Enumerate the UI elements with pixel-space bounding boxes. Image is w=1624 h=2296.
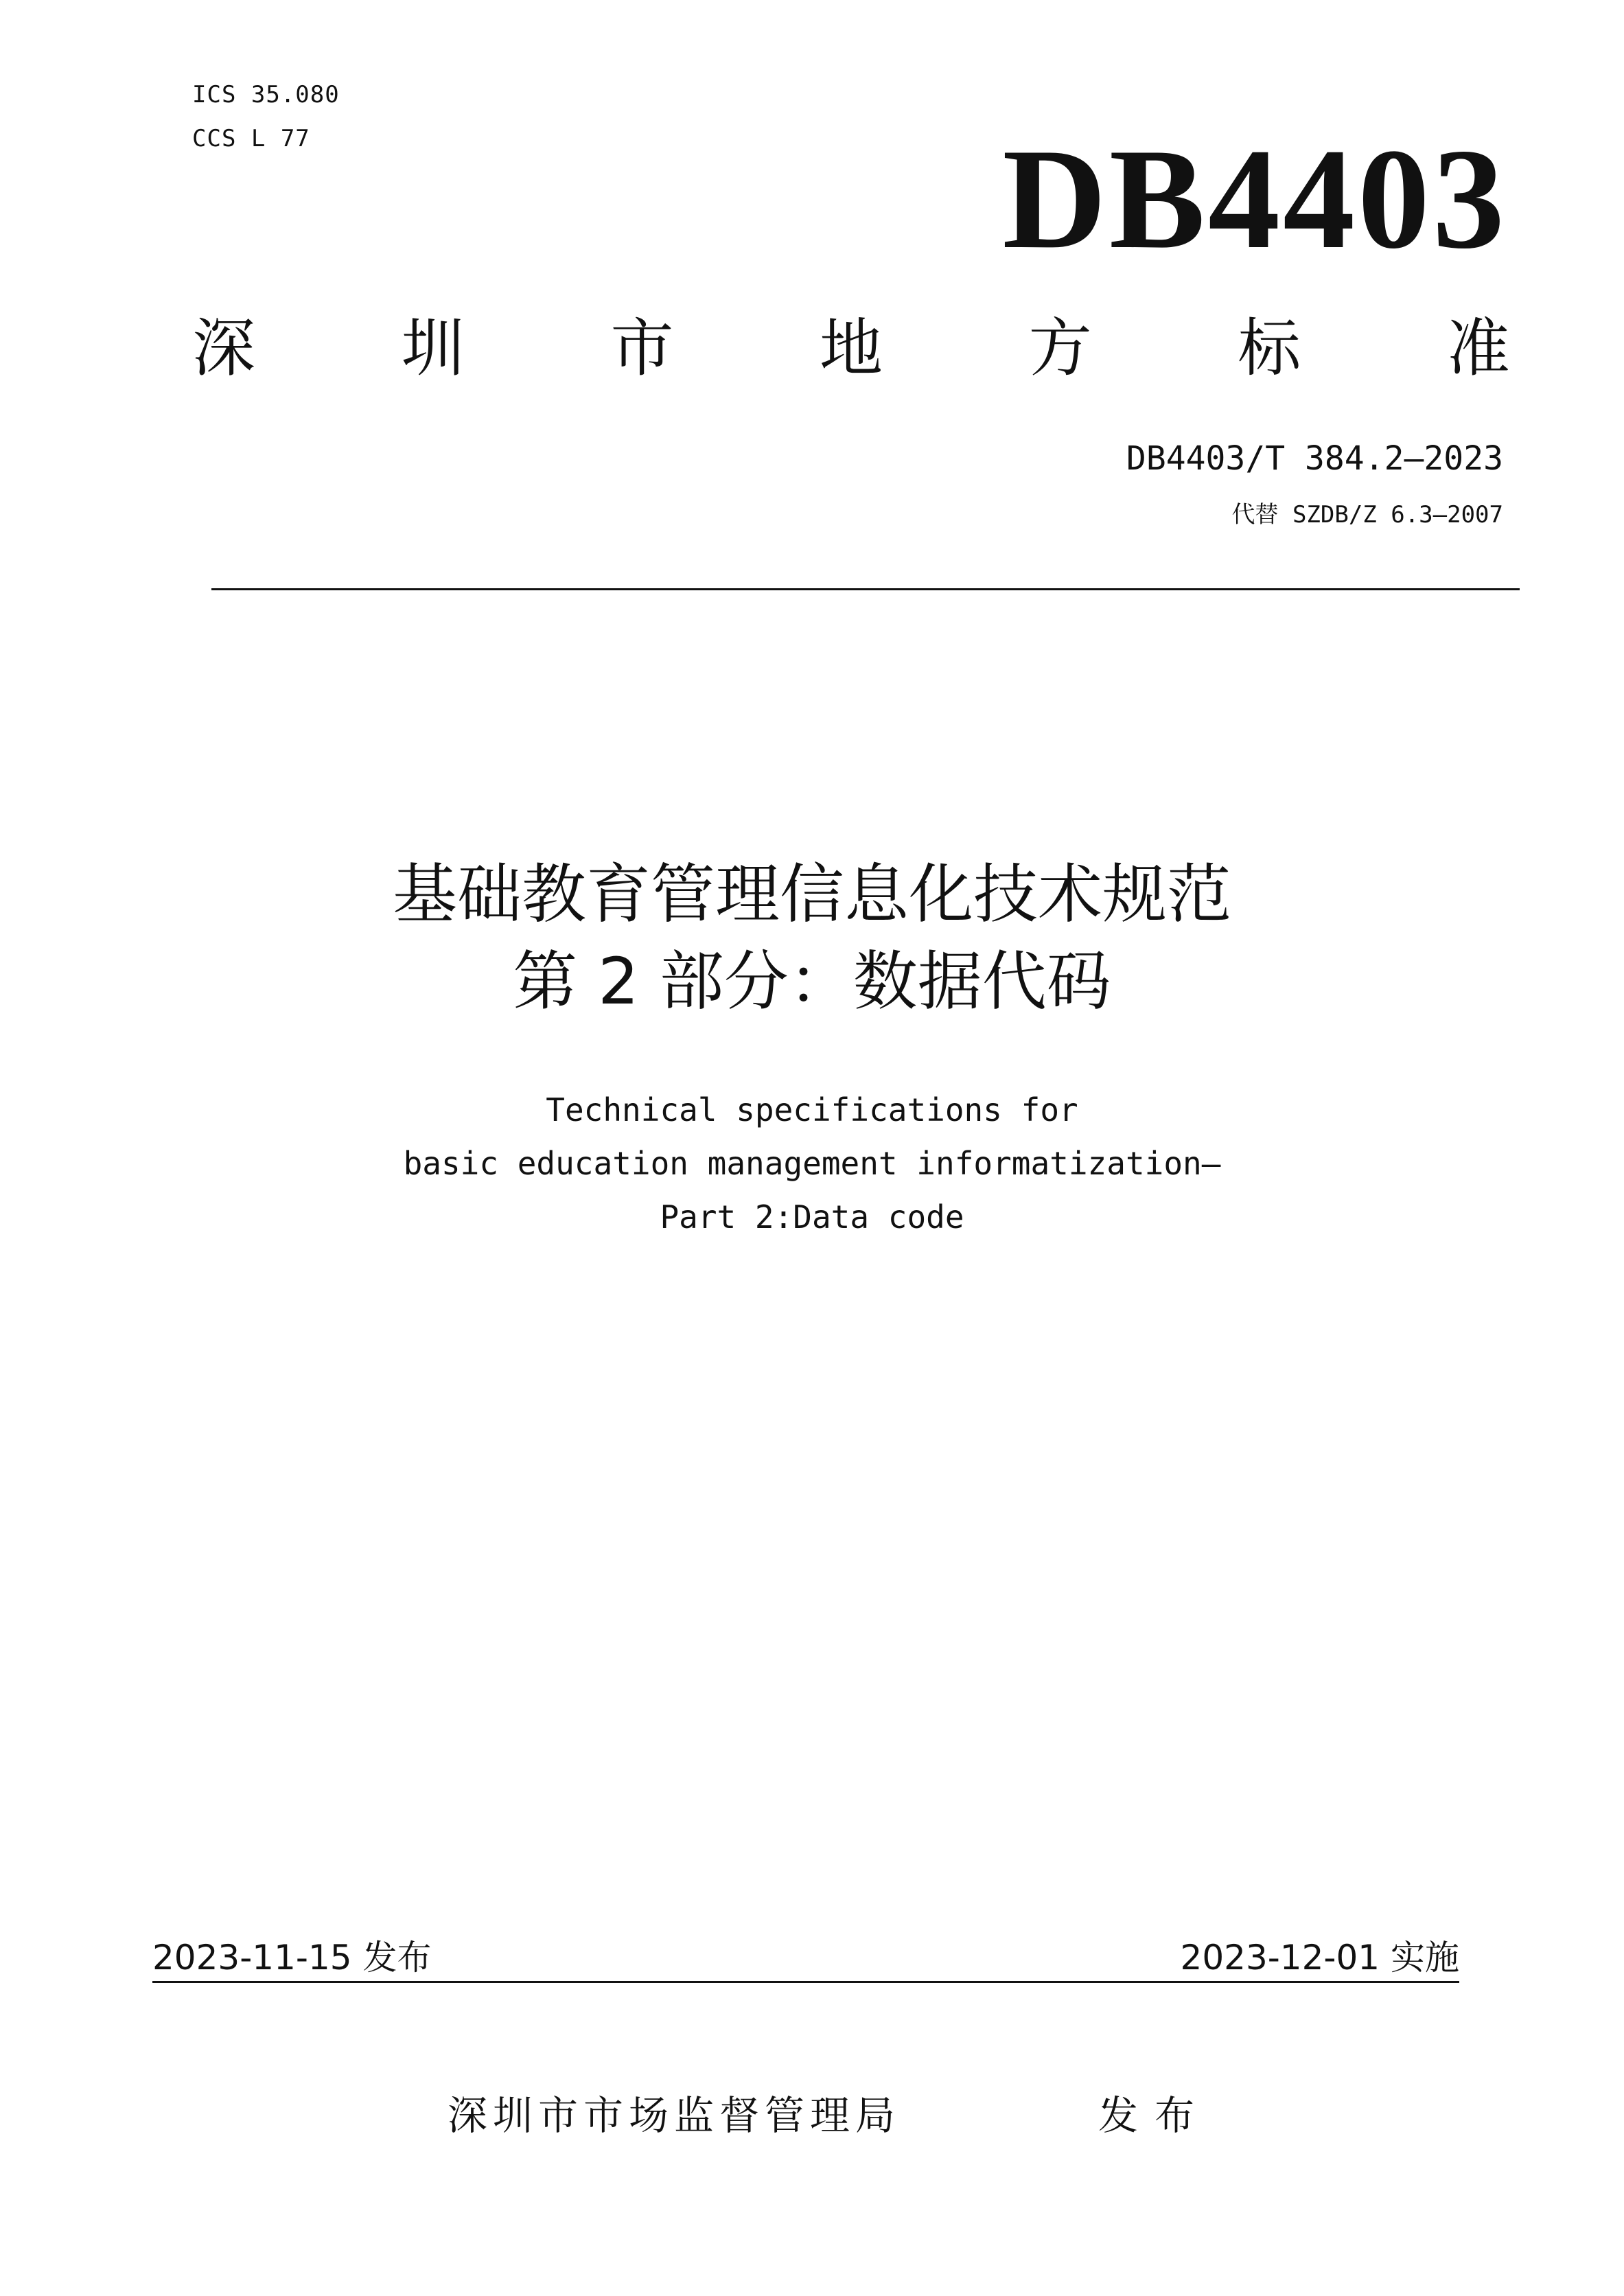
standard-type-char: 准 (1446, 312, 1510, 385)
standard-number: DB4403/T 384.2—2023 (1126, 439, 1503, 478)
implementation-date: 2023-12-01 实施 (1180, 1938, 1459, 1978)
title-english-line3: Part 2:Data code (660, 1198, 964, 1236)
header-divider (211, 588, 1520, 590)
standard-type-heading (192, 312, 1510, 385)
publish-date: 2023-11-15 发布 (152, 1938, 432, 1978)
standard-type-char: 深 (192, 312, 256, 385)
ccs-code: CCS L 77 (192, 125, 310, 152)
standard-type-char: 地 (819, 312, 883, 385)
db-standard-logo: DB4403 (1002, 119, 1507, 279)
title-chinese-line2: 第 2 部分：数据代码 (513, 944, 1111, 1019)
standard-type-char: 市 (610, 312, 674, 385)
ics-code: ICS 35.080 (192, 81, 340, 108)
title-chinese-line1: 基础教育管理信息化技术规范 (392, 857, 1231, 932)
title-english-line2: basic education management informatization— (403, 1145, 1221, 1182)
standard-type-char: 标 (1238, 312, 1301, 385)
title-english-line1: Technical specifications for (546, 1091, 1078, 1128)
issue-label: 发布 (1098, 2092, 1211, 2139)
issuing-authority: 深圳市市场监督管理局 (448, 2092, 901, 2139)
standard-type-char: 圳 (401, 312, 465, 385)
replaces-standard: 代替 SZDB/Z 6.3—2007 (1231, 501, 1503, 529)
footer-divider (152, 1981, 1459, 1983)
standard-type-char: 方 (1028, 312, 1092, 385)
